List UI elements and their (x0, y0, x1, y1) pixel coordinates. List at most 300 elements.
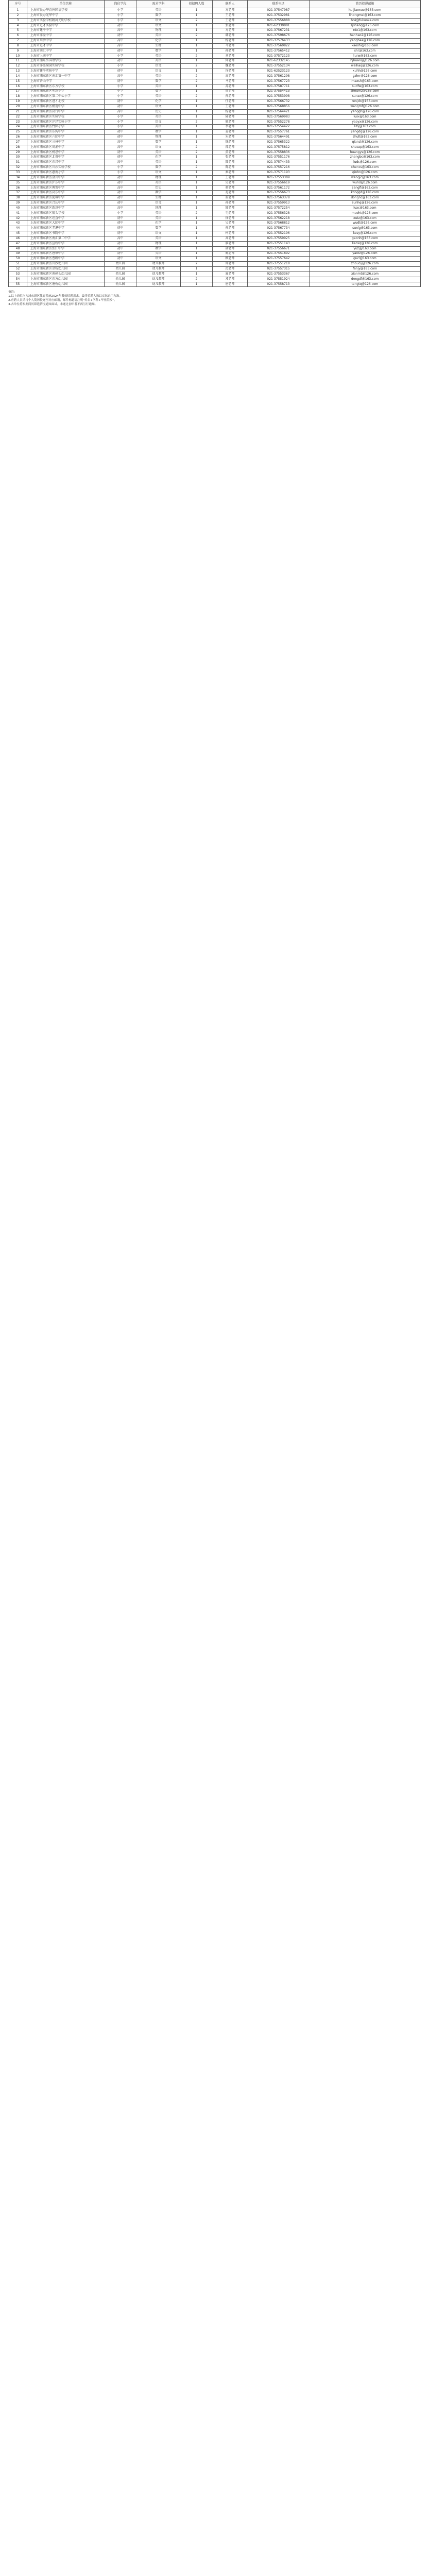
cell-email[interactable]: lizy@163.com (310, 125, 421, 130)
cell-email[interactable]: hjhuang@126.com (310, 59, 421, 64)
cell-school: 上海市浦东新区航头学校 (27, 211, 105, 216)
cell-subject: 英语 (136, 216, 181, 221)
notes-section (8, 290, 420, 307)
cell-email[interactable]: renjcb@163.com (310, 99, 421, 105)
cell-contact: 杨老师 (213, 39, 248, 44)
table-row (9, 175, 421, 180)
cell-subject: 英语 (136, 8, 181, 13)
cell-school: 上海市浦东新区书院中学 (27, 231, 105, 236)
cell-email[interactable]: hr4@fukuoka.com (310, 18, 421, 23)
cell-school: 上海市浦东新区六团中学 (27, 135, 105, 140)
cell-school: 上海市浦东新区唐镇中学 (27, 251, 105, 257)
cell-email[interactable]: lusx@163.com (310, 114, 421, 120)
table-row (9, 155, 421, 160)
cell-stage: 初中 (105, 246, 136, 251)
cell-phone: 021-37554422 (248, 125, 310, 130)
cell-email[interactable]: kesy@126.com (310, 231, 421, 236)
cell-phone: 021-37551218 (248, 262, 310, 267)
cell-email[interactable]: shaozp@163.com (310, 145, 421, 150)
cell-school: 上海市浦东新区东昌中学 (27, 160, 105, 165)
table-row (9, 160, 421, 165)
cell-index: 12 (9, 64, 27, 69)
cell-contact: 姚老师 (213, 120, 248, 125)
cell-index: 16 (9, 84, 27, 89)
cell-index: 1 (9, 8, 27, 13)
cell-subject: 数学 (136, 191, 181, 196)
cell-phone: 021-37572123 (248, 54, 310, 59)
cell-email[interactable]: qiansl@126.com (310, 140, 421, 145)
cell-phone: 021-37553389 (248, 175, 310, 180)
cell-count: 1 (181, 125, 213, 130)
cell-contact: 高老师 (213, 74, 248, 79)
cell-phone: 021-37554413 (248, 89, 310, 94)
cell-index: 25 (9, 130, 27, 135)
cell-stage: 小学 (105, 8, 136, 13)
cell-stage: 初中 (105, 130, 136, 135)
cell-subject: 物理 (136, 175, 181, 180)
table-row (9, 8, 421, 13)
cell-email[interactable]: huangys@126.com (310, 150, 421, 155)
cell-stage: 小学 (105, 211, 136, 216)
cell-stage: 初中 (105, 135, 136, 140)
cell-index: 51 (9, 262, 27, 267)
cell-email[interactable]: liaoxq@126.com (310, 241, 421, 246)
cell-index: 43 (9, 221, 27, 226)
cell-email[interactable]: gucl@163.com (310, 257, 421, 262)
table-row (9, 69, 421, 74)
cell-email[interactable]: weihaq@126.com (310, 64, 421, 69)
table-header-row (9, 1, 421, 8)
table-row (9, 262, 421, 267)
cell-email[interactable]: jiangdg@126.com (310, 130, 421, 135)
cell-count: 1 (181, 28, 213, 33)
cell-index: 21 (9, 109, 27, 114)
cell-subject: 幼儿教师 (136, 272, 181, 277)
cell-school: 上海市浦东新区金川中学 (27, 175, 105, 180)
table-row (9, 211, 421, 216)
cell-stage: 高中 (105, 39, 136, 44)
cell-count: 1 (181, 160, 213, 165)
cell-email[interactable]: zhoucy@126.com (310, 262, 421, 267)
cell-school: 上海市浦东新区沪东中学 (27, 180, 105, 185)
table-row (9, 48, 421, 54)
cell-index: 19 (9, 99, 27, 105)
cell-subject: 数学 (136, 13, 181, 18)
cell-email[interactable]: lihongmei@163.com (310, 13, 421, 18)
cell-stage: 初中 (105, 216, 136, 221)
cell-stage: 小学 (105, 114, 136, 120)
cell-index: 11 (9, 59, 27, 64)
cell-subject: 英语 (136, 33, 181, 39)
table-row (9, 28, 421, 33)
cell-contact: 马老师 (213, 79, 248, 84)
cell-stage: 初中 (105, 231, 136, 236)
cell-email[interactable]: xianmt@126.com (310, 272, 421, 277)
cell-count: 1 (181, 140, 213, 145)
cell-count: 1 (181, 39, 213, 44)
cell-subject: 地理 (136, 206, 181, 211)
cell-school: 上海市浦东新区泥城中学 (27, 196, 105, 201)
cell-contact: 陈老师 (213, 165, 248, 171)
cell-count: 2 (181, 94, 213, 99)
cell-school: 上海市浦东新区东方幼儿园 (27, 277, 105, 282)
cell-email[interactable]: dengdf@163.com (310, 277, 421, 282)
cell-stage: 初中 (105, 257, 136, 262)
cell-school: 上海市川沙中学 (27, 39, 105, 44)
cell-stage: 幼儿园 (105, 277, 136, 282)
cell-stage: 高中 (105, 109, 136, 114)
cell-stage: 小学 (105, 89, 136, 94)
cell-index: 40 (9, 206, 27, 211)
cell-subject: 化学 (136, 221, 181, 226)
table-row (9, 140, 421, 145)
cell-subject: 英语 (136, 94, 181, 99)
cell-email[interactable]: fanjy@163.com (310, 267, 421, 272)
cell-phone: 021-37559913 (248, 201, 310, 206)
cell-phone: 021-37574433 (248, 160, 310, 165)
cell-index: 53 (9, 272, 27, 277)
cell-email[interactable]: yanggh@126.com (310, 109, 421, 114)
table-row (9, 267, 421, 272)
cell-phone: 021-37557216 (248, 165, 310, 171)
cell-count: 1 (181, 251, 213, 257)
cell-stage: 小学 (105, 125, 136, 130)
cell-school: 上海市浦东新区南码头幼儿园 (27, 272, 105, 277)
cell-contact: 孙老师 (213, 94, 248, 99)
cell-contact: 陆老师 (213, 206, 248, 211)
cell-school: 上海市浦东新区实验学校 (27, 114, 105, 120)
note-line: 1.以上岗位均为浦东新区教育系统2024年教师招聘需求，最终招聘人数以实际录用为准。 (8, 295, 122, 298)
cell-email[interactable]: wudt@126.com (310, 221, 421, 226)
cell-count: 1 (181, 226, 213, 231)
cell-index: 7 (9, 39, 27, 44)
table-row (9, 64, 421, 69)
cell-index: 54 (9, 277, 27, 282)
cell-stage: 高中 (105, 185, 136, 191)
cell-email[interactable]: gaonh@163.com (310, 236, 421, 241)
cell-count: 2 (181, 79, 213, 84)
cell-email[interactable]: konggd@126.com (310, 191, 421, 196)
cell-email[interactable]: maxsh@163.com (310, 79, 421, 84)
cell-count: 2 (181, 165, 213, 171)
cell-count: 2 (181, 64, 213, 69)
cell-phone: 021-37557315 (248, 267, 310, 272)
cell-email[interactable]: chencs@163.com (310, 165, 421, 171)
cell-email[interactable]: xutz@163.com (310, 216, 421, 221)
cell-index: 30 (9, 155, 27, 160)
table-row (9, 191, 421, 196)
cell-school: 上海市浦东新区进才北校 (27, 99, 105, 105)
cell-email[interactable]: hanhao2@126.com (310, 33, 421, 39)
cell-stage: 初中 (105, 191, 136, 196)
header-contact: 联系人 (213, 1, 248, 8)
cell-school: 上海市浦东新区高行中学 (27, 109, 105, 114)
cell-stage: 小学 (105, 18, 136, 23)
cell-school: 上海市浦东外国语学校 (27, 59, 105, 64)
cell-phone: 021-37567723 (248, 79, 310, 84)
cell-school: 上海市浦东新区南汇第二中学 (27, 236, 105, 241)
cell-contact: 周老师 (213, 262, 248, 267)
cell-contact: 蒋老师 (213, 185, 248, 191)
cell-contact: 任老师 (213, 99, 248, 105)
cell-stage: 初中 (105, 241, 136, 246)
cell-contact: 李老师 (213, 125, 248, 130)
cell-index: 38 (9, 196, 27, 201)
cell-subject: 英语 (136, 236, 181, 241)
cell-phone: 021-37556671 (248, 246, 310, 251)
cell-school: 上海市洋泾菊园实验学校 (27, 64, 105, 69)
cell-stage: 幼儿园 (105, 267, 136, 272)
cell-school: 上海市浦东新区周浦中学 (27, 145, 105, 150)
cell-email[interactable]: sunzx@126.com (310, 94, 421, 99)
cell-phone: 021-37568812 (248, 221, 310, 226)
table-row (9, 251, 421, 257)
cell-school: 上海市进才实验中学 (27, 23, 105, 28)
cell-school: 上海市浦东新区宣桥中学 (27, 241, 105, 246)
cell-subject: 语文 (136, 201, 181, 206)
cell-stage: 初中 (105, 33, 136, 39)
cell-email[interactable]: zhult@163.com (310, 135, 421, 140)
table-row (9, 221, 421, 226)
cell-phone: 021-37547987 (248, 8, 310, 13)
cell-stage: 小学 (105, 120, 136, 125)
table-row (9, 99, 421, 105)
cell-stage: 初中 (105, 251, 136, 257)
cell-phone: 021-37598676 (248, 33, 310, 39)
cell-stage: 初中 (105, 180, 136, 185)
cell-subject: 物理 (136, 135, 181, 140)
table-row (9, 105, 421, 110)
cell-count: 1 (181, 69, 213, 74)
cell-index: 18 (9, 94, 27, 99)
header-stage: 岗位学段 (105, 1, 136, 8)
cell-subject: 英语 (136, 54, 181, 59)
cell-stage: 幼儿园 (105, 282, 136, 287)
cell-index: 34 (9, 175, 27, 180)
cell-email[interactable]: yaotz@126.com (310, 251, 421, 257)
cell-count: 2 (181, 150, 213, 155)
cell-email[interactable]: sunlg@163.com (310, 226, 421, 231)
cell-index: 3 (9, 18, 27, 23)
cell-stage: 高中 (105, 206, 136, 211)
table-row (9, 201, 421, 206)
cell-contact: 方老师 (213, 8, 248, 13)
cell-school: 上海市浦东新区东方学校 (27, 84, 105, 89)
cell-email[interactable]: gzhrr@126.com (310, 74, 421, 79)
cell-phone: 021-37572254 (248, 206, 310, 211)
cell-contact: 何老师 (213, 59, 248, 64)
cell-subject: 语文 (136, 231, 181, 236)
cell-stage: 高中 (105, 74, 136, 79)
cell-email[interactable]: yanghaa@126.com (310, 39, 421, 44)
note-line: 2.应聘人员请将个人简历投递至对应邮箱，邮件标题请注明“姓名+学科+毕业院校”。 (8, 299, 117, 302)
cell-school: 上海市浦东新区合庆中学 (27, 201, 105, 206)
cell-contact: 陆老师 (213, 114, 248, 120)
cell-index: 15 (9, 79, 27, 84)
cell-count: 1 (181, 257, 213, 262)
cell-email[interactable]: tangtq@126.com (310, 282, 421, 287)
cell-contact: 方老师 (213, 28, 248, 33)
cell-subject: 数学 (136, 79, 181, 84)
cell-count: 2 (181, 145, 213, 150)
cell-contact: 高老师 (213, 236, 248, 241)
cell-phone: 021-62332145 (248, 59, 310, 64)
cell-contact: 马老师 (213, 43, 248, 48)
cell-phone: 021-37566732 (248, 99, 310, 105)
cell-email[interactable]: wangmf@126.com (310, 105, 421, 110)
cell-stage: 小学 (105, 84, 136, 89)
table-row (9, 18, 421, 23)
table-row (9, 150, 421, 155)
cell-phone: 021-37556673 (248, 191, 310, 196)
cell-school: 上海市浦东新区大团中学 (27, 221, 105, 226)
cell-school: 上海市浦东新区杨思中学 (27, 150, 105, 155)
cell-email[interactable]: zhangbc@163.com (310, 155, 421, 160)
table-row (9, 43, 421, 48)
cell-school: 上海市浦东新区张江中学 (27, 246, 105, 251)
cell-phone: 021-37558836 (248, 150, 310, 155)
table-row (9, 196, 421, 201)
cell-phone: 021-37587711 (248, 84, 310, 89)
cell-contact: 黄老师 (213, 150, 248, 155)
cell-subject: 语文 (136, 145, 181, 150)
table-row (9, 282, 421, 287)
cell-school: 上海市浦东新区三林中学 (27, 140, 105, 145)
cell-phone: 021-37556888 (248, 18, 310, 23)
cell-stage: 初中 (105, 23, 136, 28)
cell-email[interactable]: yaoyx@126.com (310, 120, 421, 125)
cell-index: 10 (9, 54, 27, 59)
table-row (9, 165, 421, 171)
cell-index: 23 (9, 120, 27, 125)
cell-index: 37 (9, 191, 27, 196)
table-row (9, 272, 421, 277)
cell-email[interactable]: shr@163.com (310, 48, 421, 54)
cell-email[interactable]: zhoumz@163.com (310, 89, 421, 94)
cell-subject: 数学 (136, 89, 181, 94)
cell-count: 2 (181, 262, 213, 267)
cell-email[interactable]: sunhq@126.com (310, 201, 421, 206)
cell-index: 41 (9, 211, 27, 216)
cell-index: 47 (9, 241, 27, 246)
cell-index: 20 (9, 105, 27, 110)
cell-contact: 苏老师 (213, 84, 248, 89)
cell-index: 24 (9, 125, 27, 130)
cell-count: 1 (181, 171, 213, 176)
cell-contact: 王老师 (213, 18, 248, 23)
cell-phone: 021-37551176 (248, 155, 310, 160)
cell-count: 1 (181, 130, 213, 135)
cell-stage: 初中 (105, 201, 136, 206)
cell-subject: 化学 (136, 155, 181, 160)
cell-stage: 幼儿园 (105, 262, 136, 267)
cell-count: 1 (181, 196, 213, 201)
cell-email[interactable]: dongnc@163.com (310, 196, 421, 201)
header-phone: 联系电话 (248, 1, 310, 8)
cell-count: 1 (181, 246, 213, 251)
cell-phone: 021-37568856 (248, 105, 310, 110)
table-row (9, 180, 421, 185)
cell-email[interactable]: rdx1@163.com (310, 28, 421, 33)
cell-phone: 021-37562218 (248, 216, 310, 221)
cell-email[interactable]: wangjc@163.com (310, 175, 421, 180)
cell-email[interactable]: luxc@163.com (310, 206, 421, 211)
cell-index: 48 (9, 246, 27, 251)
cell-subject: 数学 (136, 246, 181, 251)
cell-subject: 物理 (136, 28, 181, 33)
table-row (9, 84, 421, 89)
cell-contact: 范老师 (213, 267, 248, 272)
cell-subject: 语文 (136, 64, 181, 69)
cell-email[interactable]: huijiaoxue@163.com (310, 8, 421, 13)
cell-count: 1 (181, 201, 213, 206)
table-row (9, 231, 421, 236)
cell-count: 1 (181, 185, 213, 191)
cell-email[interactable]: yuzj@163.com (310, 246, 421, 251)
cell-email[interactable]: wuhd@126.com (310, 180, 421, 185)
cell-contact: 毛老师 (213, 211, 248, 216)
cell-email[interactable]: xuhh@126.com (310, 69, 421, 74)
cell-email[interactable]: liurw@163.com (310, 54, 421, 59)
cell-school: 上海市进才中学 (27, 43, 105, 48)
cell-subject: 英语 (136, 251, 181, 257)
cell-email[interactable]: ludc@126.com (310, 160, 421, 165)
cell-index: 5 (9, 28, 27, 33)
cell-stage: 初中 (105, 196, 136, 201)
cell-stage: 小学 (105, 54, 136, 59)
cell-phone: 021-37553998 (248, 94, 310, 99)
cell-school: 上海市浦东新区老港中学 (27, 226, 105, 231)
table-row (9, 246, 421, 251)
cell-contact: 孙老师 (213, 201, 248, 206)
cell-contact: 邵老师 (213, 145, 248, 150)
cell-subject: 语文 (136, 69, 181, 74)
cell-phone: 021-62523123 (248, 69, 310, 74)
cell-phone: 021-37576433 (248, 39, 310, 44)
cell-phone: 021-37560822 (248, 43, 310, 48)
cell-subject: 幼儿教师 (136, 277, 181, 282)
cell-contact: 张老师 (213, 23, 248, 28)
cell-email[interactable]: jiangfl@163.com (310, 185, 421, 191)
table-row (9, 89, 421, 94)
cell-phone: 021-62330881 (248, 23, 310, 28)
cell-email[interactable]: maoht@126.com (310, 211, 421, 216)
cell-count: 1 (181, 59, 213, 64)
cell-subject: 数学 (136, 165, 181, 171)
cell-email[interactable]: zjshang@126.com (310, 23, 421, 28)
cell-school: 上海市浦东新区惠南小学 (27, 171, 105, 176)
cell-email[interactable]: kaoshi@163.com (310, 43, 421, 48)
cell-email[interactable]: sudfw@163.com (310, 84, 421, 89)
table-row (9, 216, 421, 221)
cell-phone: 021-37567734 (248, 226, 310, 231)
cell-email[interactable]: qinhn@126.com (310, 171, 421, 176)
cell-index: 28 (9, 145, 27, 150)
cell-contact: 刘老师 (213, 54, 248, 59)
cell-stage: 高中 (105, 145, 136, 150)
cell-count: 1 (181, 135, 213, 140)
cell-school: 上海市浦东新区坦直中学 (27, 216, 105, 221)
cell-index: 4 (9, 23, 27, 28)
cell-contact: 吴老师 (213, 180, 248, 185)
cell-count: 1 (181, 180, 213, 185)
cell-count: 1 (181, 109, 213, 114)
cell-contact: 徐老师 (213, 216, 248, 221)
cell-subject: 幼儿教师 (136, 282, 181, 287)
table-row (9, 54, 421, 59)
cell-phone: 021-37551892 (248, 251, 310, 257)
header-email: 简历投递邮箱 (310, 1, 421, 8)
